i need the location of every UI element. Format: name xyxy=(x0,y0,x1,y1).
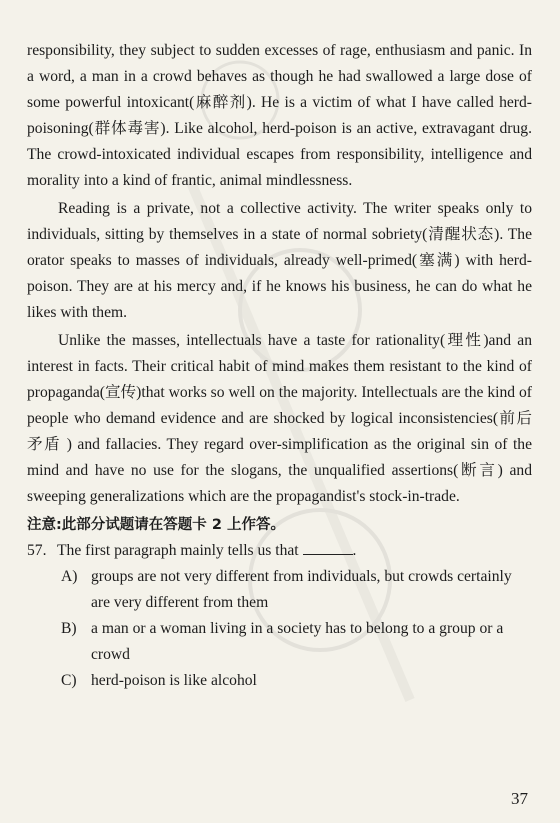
answer-blank xyxy=(303,540,353,555)
option-a xyxy=(27,564,532,616)
page-number: 37 xyxy=(511,789,528,808)
passage-paragraph-3: Unlike the masses, intellectuals have a taste for rationality(理性)and an interest in facts. Their critical habit of mind makes them resistant to the kind of propaganda(宣传)that works so well on the majority. Intellectuals are the kind of people who demand evidence and are shocked by logical inconsistencies(前后矛盾 ) and fallacies. They regard over-simplification as the original sin of the mind and have no use for the slogans, the unqualified assertions(断言) and sweeping generalizations which are the propagandist's stock-in-trade. xyxy=(27,332,532,505)
option-b xyxy=(27,616,532,668)
passage-paragraph-1: responsibility, they subject to sudden excesses of rage, enthusiasm and panic. In a word, a man in a crowd behaves as though he had swallowed a large dose of some powerful intoxicant(麻醉剂). He is a victim of what I have called herd-poisoning(群体毒害). Like alcohol, herd-poison is an active, extravagant drug. The crowd-intoxicated individual escapes from responsibility, intelligence and morality into a kind of frantic, animal mindlessness. xyxy=(27,42,532,189)
question-period: . xyxy=(352,542,357,559)
answer-options xyxy=(27,564,532,694)
passage-paragraph-2: Reading is a private, not a collective activity. The writer speaks only to individuals, sitting by themselves in a state of normal sobriety(清醒状态). The orator speaks to masses of individuals, already well-primed(塞满) with herd-poison. They are at his mercy and, if he knows his business, he can do what he likes with them. xyxy=(27,200,532,321)
note-text: 注意:此部分试题请在答题卡 2 上作答。 xyxy=(27,517,285,533)
option-c xyxy=(27,668,532,694)
option-text: groups are not very different from individuals, but crowds certainly are very different from them xyxy=(91,568,512,611)
answer-sheet-note xyxy=(27,512,532,538)
option-letter: C) xyxy=(61,672,77,689)
question-57 xyxy=(27,538,532,564)
option-text: a man or a woman living in a society has to belong to a group or a crowd xyxy=(91,620,504,663)
option-text: herd-poison is like alcohol xyxy=(91,672,257,689)
option-letter: A) xyxy=(61,568,78,585)
option-letter: B) xyxy=(61,620,77,637)
question-number: 57. xyxy=(27,542,47,559)
question-stem: The first paragraph mainly tells us that xyxy=(57,542,299,559)
